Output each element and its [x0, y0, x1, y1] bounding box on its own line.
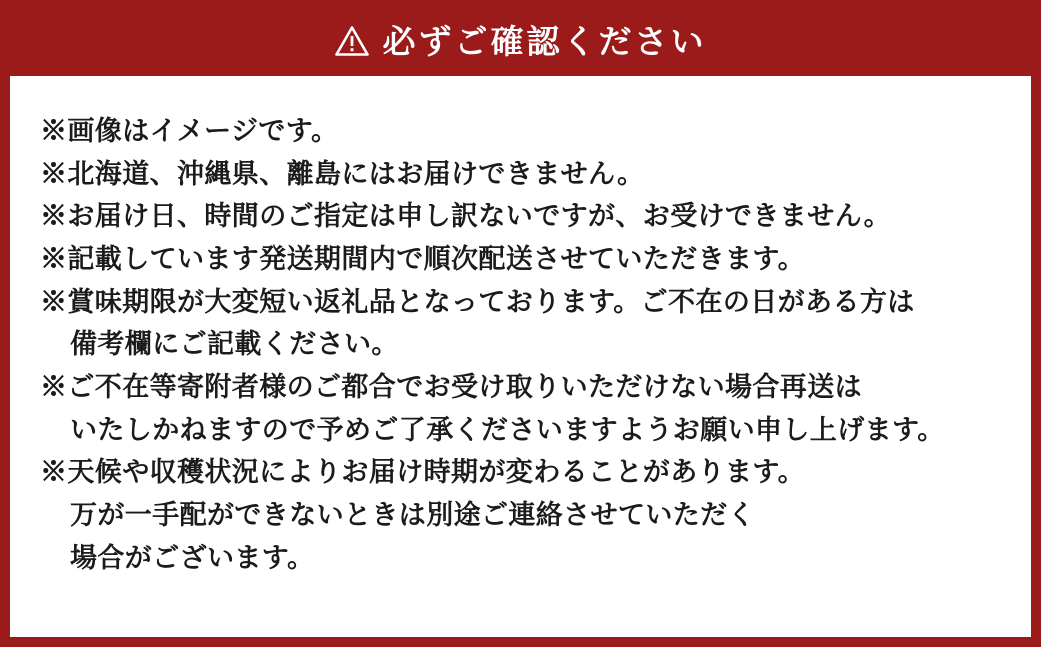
notice-line: ※画像はイメージです。 — [40, 116, 339, 146]
list-item — [40, 110, 1005, 153]
notice-line: ※天候や収穫状況によりお届け時期が変わることがあります。 — [40, 457, 806, 488]
list-item — [40, 451, 1005, 579]
list-item — [40, 238, 1005, 281]
list-item — [40, 281, 1005, 366]
notice-line: いたしかねますので予めご了承くださいますようお願い申し上げます。 — [70, 414, 945, 445]
notice-line: ※ご不在等寄附者様のご都合でお受け取りいただけない場合再送は — [40, 371, 862, 402]
list-item — [40, 195, 1005, 238]
notice-line: ※賞味期限が大変短い返礼品となっております。ご不在の日がある方は — [40, 286, 915, 317]
notice-header-title: 必ずご確認ください — [382, 22, 707, 60]
notice-line: 備考欄にご記載ください。 — [70, 329, 399, 360]
notice-list — [40, 110, 1005, 579]
notice-header — [10, 10, 1031, 76]
notice-line: ※記載しています発送期間内で順次配送させていただきます。 — [40, 243, 806, 274]
notice-line: 場合がございます。 — [70, 542, 315, 573]
warning-triangle-icon — [335, 24, 369, 58]
notice-line: 万が一手配ができないときは別途ご連絡させていただく — [70, 499, 755, 530]
notice-body — [10, 76, 1031, 637]
list-item — [40, 366, 1005, 451]
notice-line: ※北海道、沖縄県、離島にはお届けできません。 — [40, 158, 645, 189]
list-item — [40, 153, 1005, 196]
notice-line: ※お届け日、時間のご指定は申し訳ないですが、お受けできません。 — [40, 201, 892, 232]
